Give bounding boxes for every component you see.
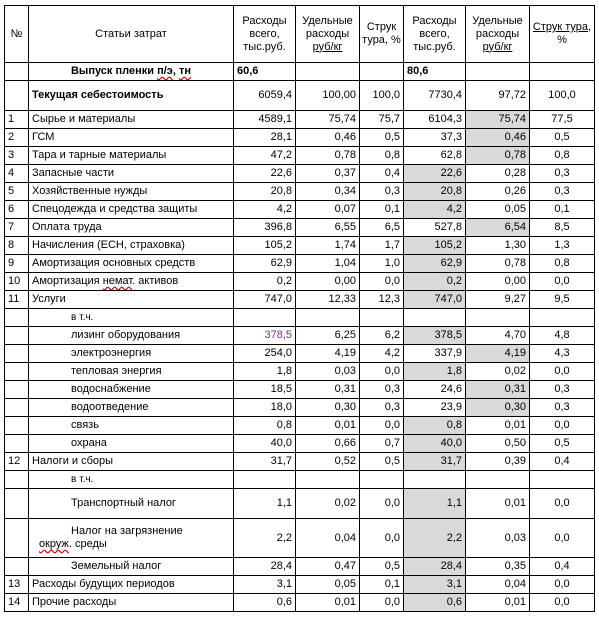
cell-s2: 6,54 [466,219,530,237]
cell-e1: 1,8 [234,363,296,381]
row-name: Начисления (ЕСН, страховка) [29,237,234,255]
row-name: Услуги [29,291,234,309]
row-name: охрана [29,435,234,453]
table-row [5,201,595,219]
row-name: Оплата труда [29,219,234,237]
row-name: лизинг оборудования [29,327,234,345]
row-name: Хозяйственные нужды [29,183,234,201]
cell-e2: 23,9 [404,399,466,417]
table-row [5,417,595,435]
row-no: 10 [5,273,29,291]
row-name: Налог на загрязнение окруж. среды [29,519,234,558]
row-name: тепловая энергия [29,363,234,381]
row-name: Прочие расходы [29,594,234,612]
cell-p2: 4,8 [530,327,595,345]
cell-e2: 22,6 [404,165,466,183]
cell-s1: 0,02 [296,489,360,519]
row-name: Сырье и материалы [29,111,234,129]
cell-p2: 0,3 [530,183,595,201]
row-no: 13 [5,576,29,594]
cell-e1: 18,0 [234,399,296,417]
cell-s1: 0,47 [296,558,360,576]
cell-s1: 1,74 [296,237,360,255]
cell-e2: 40,0 [404,435,466,453]
cell-s1: 0,07 [296,201,360,219]
cell-s1: 0,01 [296,417,360,435]
cell-p1: 0,0 [360,363,404,381]
table-row [5,489,595,519]
cell-p2: 8,5 [530,219,595,237]
cell-e2: 105,2 [404,237,466,255]
table-row [5,327,595,345]
row-no: 8 [5,237,29,255]
cell-e2: 3,1 [404,576,466,594]
cell-p2: 77,5 [530,111,595,129]
sub-label: в т.ч. [29,309,234,327]
cell-s1: 0,46 [296,129,360,147]
cell-p1: 0,3 [360,183,404,201]
cell-s1: 0,78 [296,147,360,165]
cell-s2: 0,03 [466,519,530,558]
cell-s2: 0,30 [466,399,530,417]
cell-e2: 0,8 [404,417,466,435]
cell-p1: 0,5 [360,558,404,576]
cell-s1: 0,03 [296,363,360,381]
cell-s2: 0,35 [466,558,530,576]
row-name: водоотведение [29,399,234,417]
row-name: Запасные части [29,165,234,183]
cell-e1: 22,6 [234,165,296,183]
cell-p1: 0,3 [360,399,404,417]
row-name: Налоги и сборы [29,453,234,471]
cell-p2: 0,0 [530,417,595,435]
cell-p1: 12,3 [360,291,404,309]
cell-s2: 0,05 [466,201,530,219]
cell-e1: 0,2 [234,273,296,291]
cell-p2: 0,0 [530,519,595,558]
table-row [5,219,595,237]
cell-s2: 1,30 [466,237,530,255]
header-no: № [5,6,29,63]
cell-e2: 0,6 [404,594,466,612]
table-row [5,345,595,363]
cell-e1: 0,6 [234,594,296,612]
table-row [5,363,595,381]
cell-e2: 37,3 [404,129,466,147]
table-row [5,594,595,612]
cell-s2: 0,26 [466,183,530,201]
cell-e1: 3,1 [234,576,296,594]
cell-e1: 47,2 [234,147,296,165]
cell-s1: 0,34 [296,183,360,201]
output-row [5,63,595,81]
cell-s1: 0,04 [296,519,360,558]
cell-s2: 0,01 [466,489,530,519]
cell-p2: 0,3 [530,165,595,183]
cell-e1: 105,2 [234,237,296,255]
cell-s1: 1,04 [296,255,360,273]
cell-e1: 254,0 [234,345,296,363]
table-row [5,165,595,183]
cell-e2: 0,2 [404,273,466,291]
total-p2: 100,0 [530,81,595,111]
cell-p1: 75,7 [360,111,404,129]
cell-p1: 0,4 [360,165,404,183]
header-specific-1: Удельные расходы руб/кг [296,6,360,63]
cell-p2: 0,8 [530,255,595,273]
cell-e2: 24,6 [404,381,466,399]
table-row [5,129,595,147]
cell-e1: 378,5 [234,327,296,345]
table-row [5,255,595,273]
row-name: Транспортный налог [29,489,234,519]
cell-p1: 0,0 [360,273,404,291]
table-row [5,558,595,576]
cell-s1: 0,31 [296,381,360,399]
header-structure-2: Струк тура, % [530,6,595,63]
table-row [5,399,595,417]
cell-e1: 4589,1 [234,111,296,129]
row-name: связь [29,417,234,435]
cell-e1: 28,4 [234,558,296,576]
cell-s1: 4,19 [296,345,360,363]
cell-p2: 0,1 [530,201,595,219]
table-row [5,111,595,129]
cell-e1: 28,1 [234,129,296,147]
row-name: Амортизация основных средств [29,255,234,273]
cell-e2: 6104,3 [404,111,466,129]
row-no: 12 [5,453,29,471]
cell-s2: 0,78 [466,255,530,273]
sub-label: в т.ч. [29,471,234,489]
cost-table-container [4,5,595,612]
cell-p2: 0,5 [530,129,595,147]
cell-p1: 0,7 [360,435,404,453]
cell-e2: 1,8 [404,363,466,381]
cell-e1: 18,5 [234,381,296,399]
cell-s1: 0,00 [296,273,360,291]
cell-p1: 1,0 [360,255,404,273]
output-value-1: 60,6 [234,63,296,81]
row-name: ГСМ [29,129,234,147]
cell-s2: 0,04 [466,576,530,594]
cell-s1: 0,01 [296,594,360,612]
cell-e1: 747,0 [234,291,296,309]
row-name: Спецодежда и средства защиты [29,201,234,219]
cell-s2: 9,27 [466,291,530,309]
cell-p2: 0,0 [530,363,595,381]
cell-p2: 4,3 [530,345,595,363]
cell-p1: 0,8 [360,147,404,165]
cell-s2: 0,00 [466,273,530,291]
header-expenses-1: Расходы всего, тыс.руб. [234,6,296,63]
row-name: Амортизация немат. активов [29,273,234,291]
header-item: Статьи затрат [29,6,234,63]
cell-p2: 1,3 [530,237,595,255]
row-no: 9 [5,255,29,273]
cell-p2: 0,5 [530,435,595,453]
total-s2: 97,72 [466,81,530,111]
cell-e1: 1,1 [234,489,296,519]
total-e1: 6059,4 [234,81,296,111]
table-row [5,147,595,165]
cell-e2: 527,8 [404,219,466,237]
cell-p1: 0,5 [360,453,404,471]
cell-s2: 0,01 [466,594,530,612]
sub-label-row [5,471,595,489]
table-row [5,519,595,558]
cell-s2: 0,50 [466,435,530,453]
cell-p2: 0,4 [530,558,595,576]
cell-e2: 1,1 [404,489,466,519]
cell-e1: 31,7 [234,453,296,471]
header-row [5,6,595,63]
cell-p1: 4,2 [360,345,404,363]
header-structure-1: Струк тура, % [360,6,404,63]
row-no: 14 [5,594,29,612]
table-row [5,435,595,453]
output-value-2: 80,6 [404,63,466,81]
cell-p2: 0,0 [530,594,595,612]
cell-e1: 40,0 [234,435,296,453]
cell-p1: 6,2 [360,327,404,345]
cell-e1: 2,2 [234,519,296,558]
row-no: 2 [5,129,29,147]
cell-s1: 0,05 [296,576,360,594]
cell-s1: 0,52 [296,453,360,471]
cell-s1: 12,33 [296,291,360,309]
row-name: водоснабжение [29,381,234,399]
cell-e1: 4,2 [234,201,296,219]
cell-e2: 20,8 [404,183,466,201]
cost-table [4,5,595,612]
header-expenses-2: Расходы всего, тыс.руб. [404,6,466,63]
cell-e2: 2,2 [404,519,466,558]
row-no: 7 [5,219,29,237]
cell-s2: 0,39 [466,453,530,471]
cell-s1: 75,74 [296,111,360,129]
table-row [5,381,595,399]
cell-s2: 4,19 [466,345,530,363]
cell-e2: 28,4 [404,558,466,576]
cell-s2: 4,70 [466,327,530,345]
table-row [5,183,595,201]
cell-e1: 62,9 [234,255,296,273]
cell-p2: 0,0 [530,489,595,519]
cell-p2: 0,3 [530,381,595,399]
cell-s1: 0,66 [296,435,360,453]
cell-s1: 0,37 [296,165,360,183]
row-no: 1 [5,111,29,129]
header-specific-2: Удельные расходы руб/кг [466,6,530,63]
cell-s2: 0,46 [466,129,530,147]
total-p1: 100,0 [360,81,404,111]
cell-e2: 378,5 [404,327,466,345]
table-row [5,576,595,594]
cell-p1: 0,0 [360,594,404,612]
row-no: 3 [5,147,29,165]
cell-p1: 0,0 [360,519,404,558]
cell-p1: 1,7 [360,237,404,255]
cell-s2: 0,01 [466,417,530,435]
cell-e2: 62,8 [404,147,466,165]
cell-p2: 9,5 [530,291,595,309]
cell-e1: 20,8 [234,183,296,201]
row-no: 11 [5,291,29,309]
cell-p1: 0,0 [360,417,404,435]
total-e2: 7730,4 [404,81,466,111]
row-name: Земельный налог [29,558,234,576]
cell-p2: 0,0 [530,576,595,594]
cell-s1: 0,30 [296,399,360,417]
cell-p2: 0,3 [530,399,595,417]
output-label: Выпуск пленки п/э, тн [29,63,234,81]
cell-e2: 62,9 [404,255,466,273]
table-row [5,273,595,291]
row-no: 4 [5,165,29,183]
row-no: 6 [5,201,29,219]
table-row [5,453,595,471]
cell-e2: 31,7 [404,453,466,471]
cell-s2: 0,02 [466,363,530,381]
table-row [5,237,595,255]
cell-s1: 6,55 [296,219,360,237]
cell-s2: 75,74 [466,111,530,129]
total-label: Текущая себестоимость [29,81,234,111]
cell-s2: 0,28 [466,165,530,183]
cell-e1: 396,8 [234,219,296,237]
total-s1: 100,00 [296,81,360,111]
cell-p1: 0,1 [360,576,404,594]
cell-e1: 0,8 [234,417,296,435]
total-row [5,81,595,111]
sub-label-row [5,309,595,327]
cell-p1: 0,0 [360,489,404,519]
cell-p2: 0,8 [530,147,595,165]
cell-p1: 0,1 [360,201,404,219]
cell-p2: 0,4 [530,453,595,471]
row-name: Тара и тарные материалы [29,147,234,165]
cell-e2: 4,2 [404,201,466,219]
cell-p1: 6,5 [360,219,404,237]
cell-e2: 337,9 [404,345,466,363]
cell-s2: 0,78 [466,147,530,165]
row-name: электроэнергия [29,345,234,363]
cell-p1: 0,5 [360,129,404,147]
table-row [5,291,595,309]
cell-p1: 0,3 [360,381,404,399]
row-no: 5 [5,183,29,201]
cell-e2: 747,0 [404,291,466,309]
cell-s1: 6,25 [296,327,360,345]
row-name: Расходы будущих периодов [29,576,234,594]
cell-p2: 0,0 [530,273,595,291]
cell-s2: 0,31 [466,381,530,399]
